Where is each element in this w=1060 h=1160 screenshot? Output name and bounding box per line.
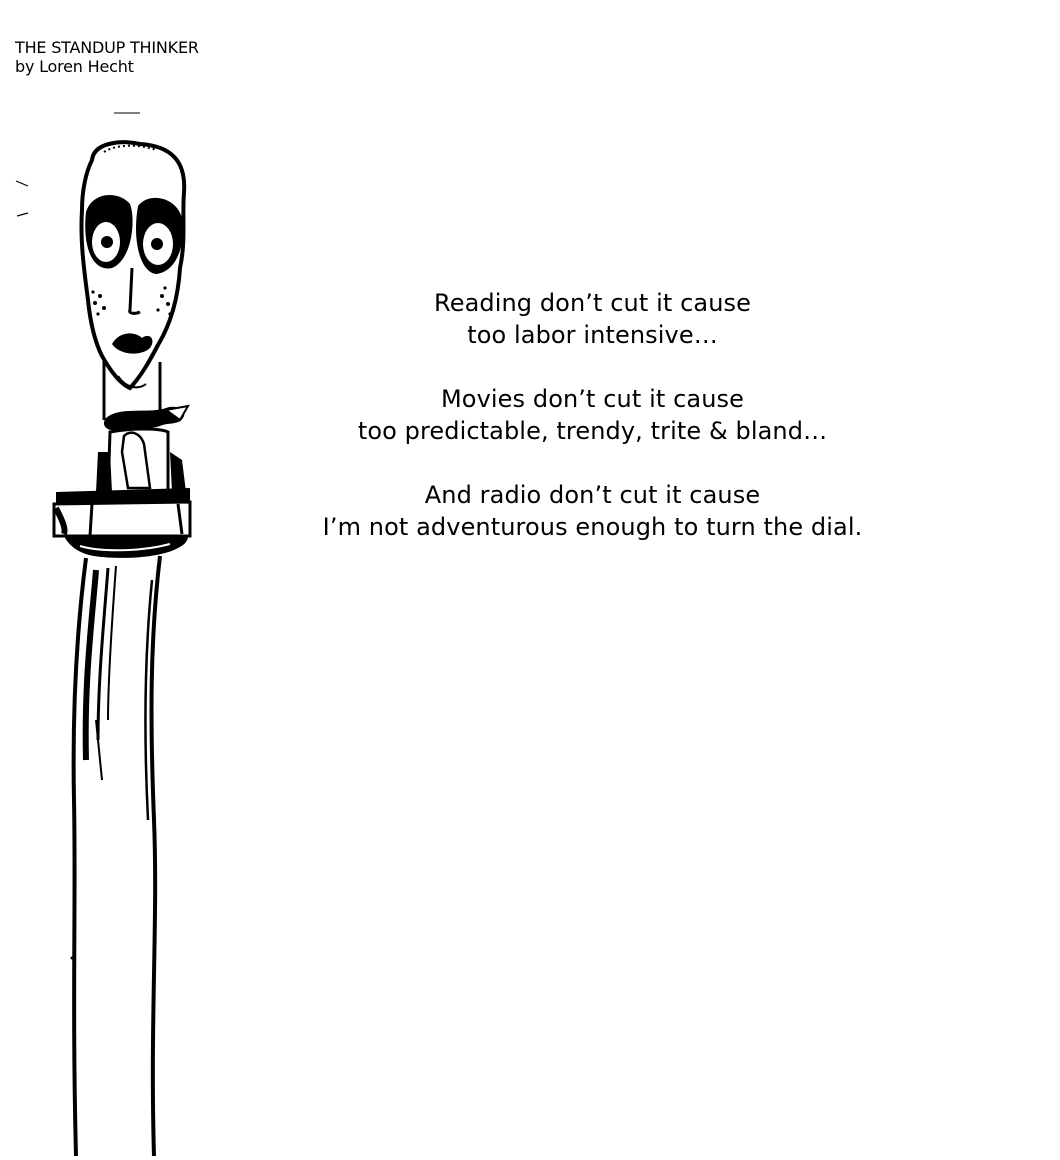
stanza (245, 287, 940, 351)
stanza (245, 479, 940, 543)
poem-line: I’m not adventurous enough to turn the dial. (322, 513, 863, 541)
poem-line: Movies don’t cut it cause (441, 385, 744, 413)
poem-line: And radio don’t cut it cause (424, 481, 761, 509)
figure-svg (0, 100, 230, 1156)
standup-thinker-figure-drawing (0, 100, 230, 1156)
poem-line: Reading don’t cut it cause (434, 289, 751, 317)
poem (245, 287, 940, 575)
byline: by Loren Hecht (15, 57, 134, 76)
title: THE STANDUP THINKER (15, 38, 199, 57)
poem-line: too predictable, trendy, trite & bland… (357, 417, 828, 445)
header (15, 38, 199, 76)
poem-line: too labor intensive… (467, 321, 718, 349)
stanza (245, 383, 940, 447)
